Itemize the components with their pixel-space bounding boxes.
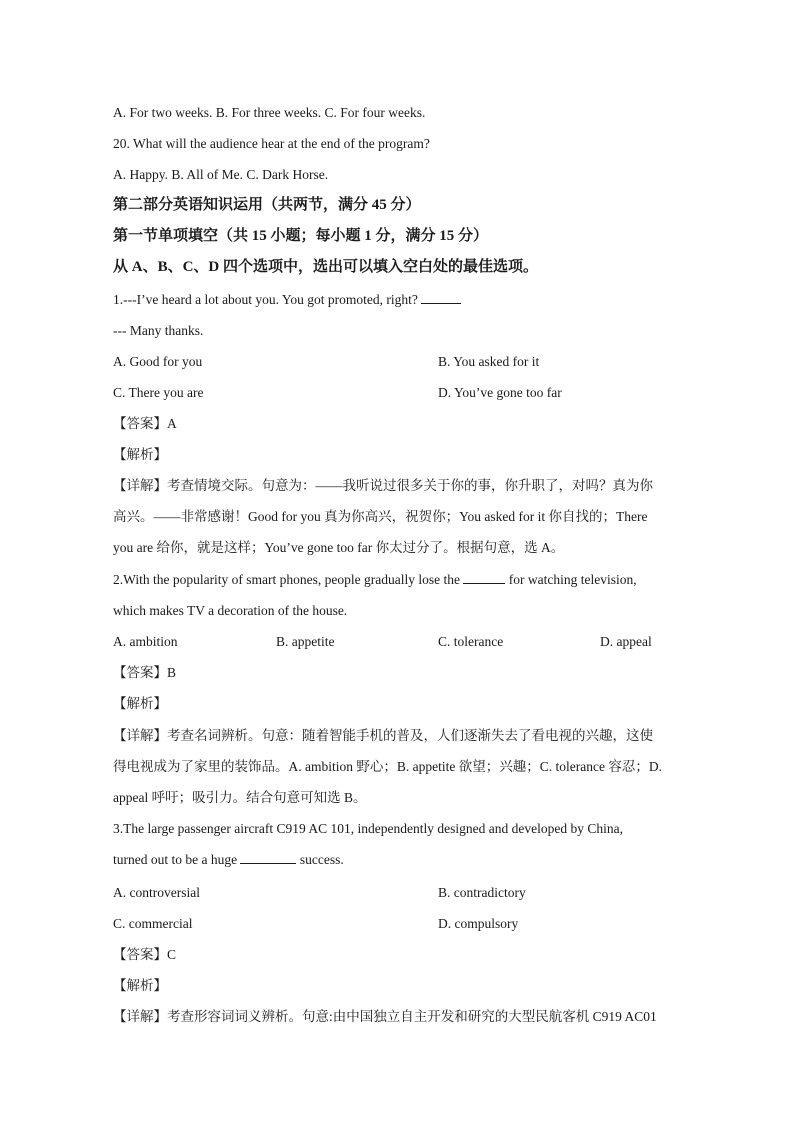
q2-analysis-label: 【解析】 [113,696,167,711]
answer-value: B [167,665,177,680]
q2-answer [113,663,176,683]
q3-detail-line-1: 【详解】考查形容词词义辨析。句意:由中国独立自主开发和研究的大型民航客机 C919 AC01 [113,1009,657,1024]
q1-stem: 1.---I’ve heard a lot about you. You got promoted, right? [113,290,461,310]
answer-label: 【答案】 [113,665,167,680]
q19-options-line: A. For two weeks. B. For three weeks. C. For four weeks. [113,105,426,120]
detail-label: 【详解】 [113,728,167,743]
detail-label: 【详解】 [113,1009,167,1024]
q3-option-d: D. compulsory [438,916,519,931]
q2-option-d: D. appeal [600,634,652,649]
answer-blank [240,851,296,864]
answer-label: 【答案】 [113,416,167,431]
q3-answer [113,945,176,965]
q1-detail-line-1: 【详解】考查情境交际。句意为：——我听说过很多关于你的事，你升职了，对吗？真为你 [113,478,653,493]
q3-option-b: B. contradictory [438,885,526,900]
q1-stem-reply: --- Many thanks. [113,323,204,338]
q1-detail-line-3: you are 给你，就是这样；You’ve gone too far 你太过分了。根据句意，选 A。 [113,540,565,555]
q2-option-b: B. appetite [276,634,335,649]
q2-detail-line-2: 得电视成为了家里的装饰品。A. ambition 野心；B. appetite 欲望；兴趣；C. tolerance 容忍；D. [113,759,662,774]
q1-option-d: D. You’ve gone too far [438,385,562,400]
q2-option-a: A. ambition [113,634,178,649]
q2-detail-line-3: appeal 呼吁；吸引力。结合句意可知选 B。 [113,790,367,805]
q1-option-b: B. You asked for it [438,354,540,369]
q1-option-c: C. There you are [113,385,204,400]
q1-analysis-label: 【解析】 [113,447,167,462]
detail-label: 【详解】 [113,478,167,493]
q2-stem-line-2: which makes TV a decoration of the house. [113,603,348,618]
q3-option-c: C. commercial [113,916,193,931]
answer-blank [421,291,461,304]
instruction-heading: 从 A、B、C、D 四个选项中，选出可以填入空白处的最佳选项。 [113,259,539,275]
q2-option-c: C. tolerance [438,634,504,649]
q1-detail-line-2: 高兴。——非常感谢！Good for you 真为你高兴，祝贺你；You asked for it 你自找的；There [113,509,648,524]
q3-stem-line-1: 3.The large passenger aircraft C919 AC 101, independently designed and developed by China, [113,821,623,836]
answer-value: C [167,947,177,962]
q3-stem-line-2: turned out to be a huge success. [113,852,344,867]
q20-stem: 20. What will the audience hear at the end of the program? [113,136,430,151]
answer-blank [463,571,505,584]
q2-detail-line-1: 【详解】考查名词辨析。句意：随着智能手机的普及，人们逐渐失去了看电视的兴趣，这使 [113,728,653,743]
part2-title: 第二部分英语知识运用（共两节，满分 45 分） [113,197,421,213]
q1-option-a: A. Good for you [113,354,203,369]
q20-options-line: A. Happy. B. All of Me. C. Dark Horse. [113,167,329,182]
section1-title: 第一节单项填空（共 15 小题；每小题 1 分，满分 15 分） [113,228,489,244]
q2-stem-line-1: 2.With the popularity of smart phones, people gradually lose the for watching television, [113,572,637,587]
answer-label: 【答案】 [113,947,167,962]
answer-value: A [167,416,177,431]
q3-option-a: A. controversial [113,885,200,900]
q1-answer [113,414,177,434]
q3-analysis-label: 【解析】 [113,978,167,993]
